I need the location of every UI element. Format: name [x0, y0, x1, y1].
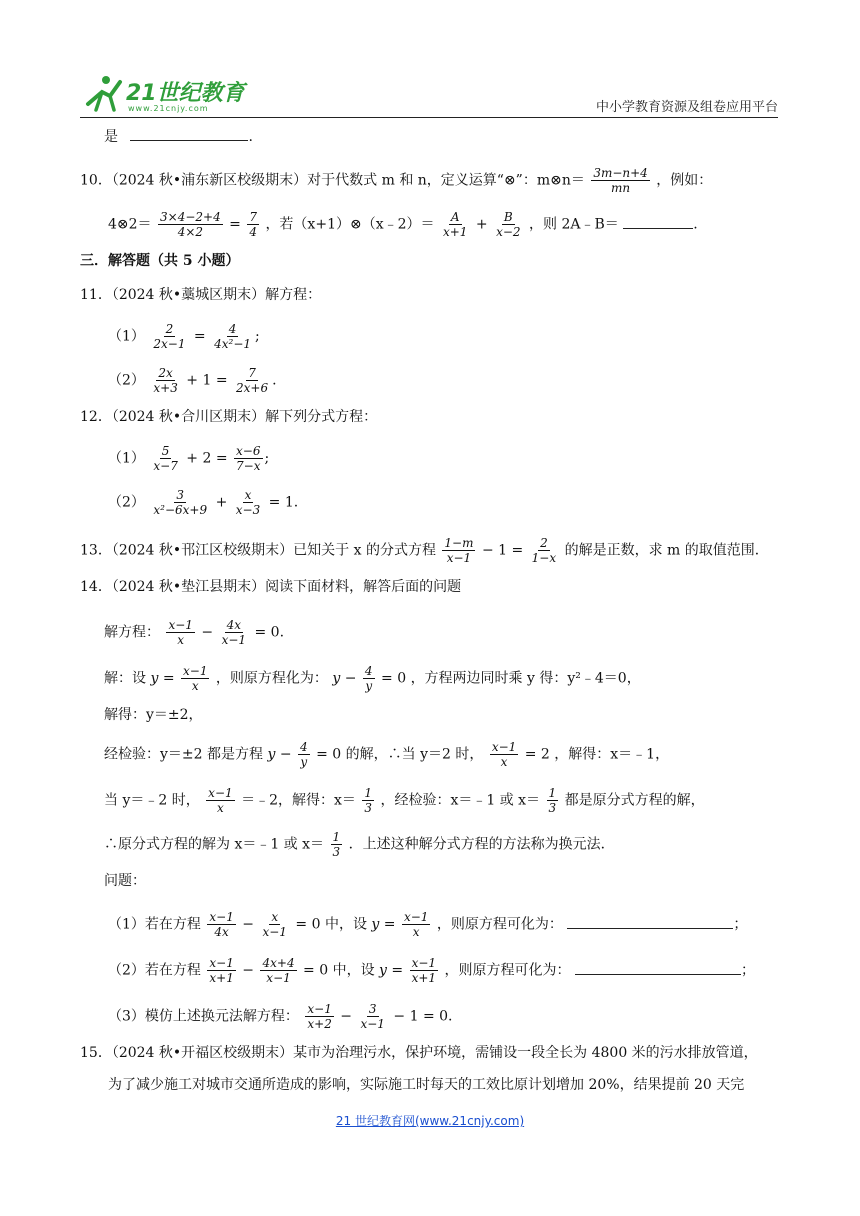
fraction: $\frac{x-1}{x+2}$	[307, 1002, 332, 1031]
fraction: $\frac{B}{x-2}$	[496, 210, 521, 239]
q14-solution-4: 当 y＝﹣2 时， $\frac{x-1}{x}$ ＝﹣2，解得：x＝ $\frac{1}{3}$ ，经检验：x＝﹣1 或 x＝ $\frac{1}{3}$ 都是原分式方程的解，	[104, 786, 705, 815]
fraction: $\frac{3\times 4-2+4}{4\times 2}$	[160, 210, 221, 239]
question-10-line-2: 4⊗2＝ $\frac{3\times 4-2+4}{4\times 2}$ = $\frac{7}{4}$ ，若（x+1）⊗（x﹣2）＝ $\frac{A}{x+1}$ + $\frac{B}{x-2}$ ，则 2A﹣B＝ .	[108, 210, 698, 239]
fraction: $\frac{x-6}{7-x}$	[236, 444, 261, 473]
header-divider	[80, 117, 778, 118]
fraction: $\frac{x-1}{x}$	[208, 786, 233, 815]
footer-link[interactable]: 21 世纪教育网(www.21cnjy.com)	[335, 1114, 525, 1128]
fraction: $\frac{1}{3}$	[548, 786, 557, 815]
answer-blank[interactable]	[567, 914, 733, 929]
q14-part-2: （2）若在方程 $\frac{x-1}{x+1}$ − $\frac{4x+4}{x-1}$ = 0 中，设 y = $\frac{x-1}{x+1}$ ，则原方程可化为： ；	[108, 956, 755, 985]
q14-solution-1: 解：设 y = $\frac{x-1}{x}$ ，则原方程化为： y − $\frac{4}{y}$ = 0 ，方程两边同时乘 y 得：y²﹣4＝0，	[104, 664, 641, 693]
fraction: $\frac{1}{3}$	[332, 830, 341, 859]
fraction: $\frac{4}{y}$	[300, 740, 308, 769]
fraction: $\frac{7}{2x+6}$	[236, 366, 269, 395]
question-10-line-1: 10．（2024 秋•浦东新区校级期末）对于代数式 m 和 n，定义运算“⊗”：m⊗n＝ $\frac{3m-n+4}{mn}$ ，例如：	[80, 166, 713, 195]
question-12-part-1: （1） $\frac{5}{x-7}$ + 2 = $\frac{x-6}{7-x}$ ;	[108, 444, 270, 473]
q14-part-1: （1）若在方程 $\frac{x-1}{4x}$ − $\frac{x}{x-1}$ = 0 中，设 y = $\frac{x-1}{x}$ ，则原方程可化为： ；	[108, 910, 748, 939]
fraction: $\frac{x-1}{4x}$	[209, 910, 234, 939]
fraction: $\frac{2}{2x-1}$	[153, 322, 186, 351]
question-15-line-2: 为了减少施工对城市交通所造成的影响，实际施工时每天的工效比原计划增加 20%，结果提前 20 天完	[108, 1077, 745, 1093]
q14-solution-2: 解得：y＝±2，	[104, 707, 203, 723]
answer-line: 是 .	[104, 126, 253, 148]
fraction: $\frac{x-1}{x}$	[403, 910, 429, 939]
q14-part-3: （3）模仿上述换元法解方程： $\frac{x-1}{x+2}$ − $\frac{3}{x-1}$ − 1 = 0.	[108, 1002, 453, 1031]
q14-questions-label: 问题：	[104, 873, 146, 889]
fraction: $\frac{x-1}{x+1}$	[411, 956, 437, 985]
logo-text: 21世纪教育	[126, 81, 245, 106]
fraction: $\frac{x}{x-3}$	[235, 488, 261, 517]
logo-subtext: www.21cnjy.com	[128, 104, 209, 113]
fraction: $\frac{3}{x-1}$	[360, 1002, 385, 1031]
q14-equation: 解方程： $\frac{x-1}{x}$ − $\frac{4x}{x-1}$ = 0.	[104, 618, 285, 647]
fraction: $\frac{x-1}{x}$	[491, 740, 517, 769]
fraction: $\frac{x-1}{x}$	[168, 618, 193, 647]
fraction: $\frac{4}{\text{4x²−1}}$	[214, 322, 252, 351]
fraction: $\frac{2}{1-x}$	[531, 536, 557, 565]
question-11: 11．（2024 秋•藁城区期末）解方程：	[80, 287, 322, 303]
section-title: 三．解答题（共 5 小题）	[80, 253, 240, 269]
question-14: 14．（2024 秋•垫江县期末）阅读下面材料，解答后面的问题	[80, 579, 462, 595]
answer-blank[interactable]	[623, 214, 693, 229]
fraction: $\frac{1-m}{x-1}$	[444, 536, 474, 565]
fraction: $\frac{x-1}{x+1}$	[209, 956, 234, 985]
fraction: $\frac{x-1}{x}$	[183, 664, 208, 693]
site-logo	[80, 70, 250, 116]
question-13: 13．（2024 秋•邗江区校级期末）已知关于 x 的分式方程 $\frac{1-m}{x-1}$ − 1 = $\frac{2}{1-x}$ 的解是正数，求 m 的取值范围．	[80, 536, 769, 565]
fraction: $\frac{2x}{x+3}$	[153, 366, 178, 395]
question-12: 12．（2024 秋•合川区期末）解下列分式方程：	[80, 409, 378, 425]
fraction: $\frac{x}{x-1}$	[262, 910, 287, 939]
fraction: $\frac{5}{x-7}$	[153, 444, 178, 473]
q14-solution-5: ∴原分式方程的解为 x＝﹣1 或 x＝ $\frac{1}{3}$ ．上述这种解分式方程的方法称为换元法．	[104, 830, 615, 859]
question-11-part-1: （1） $\frac{2}{2x-1}$ = $\frac{4}{\text{4x²−1}}$ ;	[108, 322, 260, 351]
header-platform-name: 中小学教育资源及组卷应用平台	[595, 100, 778, 115]
fraction: $\frac{A}{x+1}$	[442, 210, 468, 239]
fraction: $\frac{1}{3}$	[364, 786, 372, 815]
q14-solution-3: 经检验：y＝±2 都是方程 y − $\frac{4}{y}$ = 0 的解，∴当 y＝2 时， $\frac{x-1}{x}$ = 2 ，解得：x＝﹣1，	[104, 740, 670, 769]
fraction: $\frac{3}{\text{x²−6x+9}}$	[153, 488, 208, 517]
runner-icon	[88, 76, 120, 110]
answer-blank[interactable]	[130, 126, 248, 141]
fraction: $\frac{4x+4}{x-1}$	[262, 956, 295, 985]
question-12-part-2: （2） $\frac{3}{\text{x²−6x+9}}$ + $\frac{x}{x-3}$ = 1.	[108, 488, 299, 517]
fraction: $\frac{4}{y}$	[364, 664, 373, 693]
fraction: $\frac{4x}{x-1}$	[221, 618, 247, 647]
question-11-part-2: （2） $\frac{2x}{x+3}$ + 1 = $\frac{7}{2x+6}$ .	[108, 366, 277, 395]
fraction: $\frac{7}{4}$	[249, 210, 257, 239]
fraction: $\frac{3m-n+4}{mn}$	[593, 166, 648, 195]
question-15-line-1: 15．（2024 秋•开福区校级期末）某市为治理污水，保护环境，需铺设一段全长为 4800 米的污水排放管道，	[80, 1045, 758, 1061]
answer-blank[interactable]	[575, 960, 741, 975]
